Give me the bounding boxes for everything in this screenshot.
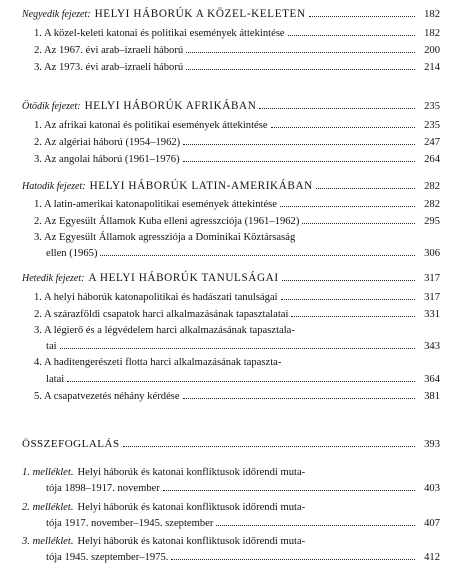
dot-leader [280, 197, 415, 207]
dot-leader [100, 246, 415, 256]
page-number: 407 [424, 518, 440, 529]
entry-text: tója 1898–1917. november [46, 483, 160, 494]
entry-text: 3. A légierő és a légvédelem harci alkalmazásának tapasztala- [34, 325, 295, 336]
annex-3-line-2 [22, 550, 440, 563]
toc-entry [22, 290, 440, 303]
entry-text: 3. Az Egyesült Államok agressziója a Dominikai Köztársaság [34, 232, 296, 243]
entry-text: tója 1917. november–1945. szeptember [46, 518, 214, 529]
toc-entry-line-1 [22, 356, 440, 369]
page-number: 214 [424, 62, 440, 73]
toc-entry-line-2 [22, 339, 440, 352]
dot-leader [271, 118, 415, 128]
dot-leader [316, 179, 415, 189]
dot-leader [183, 389, 415, 399]
chapter-6-heading [22, 179, 440, 192]
chapter-title: HELYI HÁBORÚK AFRIKÁBAN [84, 100, 257, 112]
chapter-title: A HELYI HÁBORÚK TANULSÁGAI [88, 272, 279, 284]
dot-leader [183, 152, 415, 162]
entry-text: ellen (1965) [46, 248, 98, 259]
page-number: 364 [424, 374, 440, 385]
chapter-label: Hetedik fejezet: [22, 273, 85, 284]
entry-text: 2. Az Egyesült Államok Kuba elleni agresszciója (1961–1962) [34, 216, 300, 227]
entry-text: Helyi háborúk és katonai konfliktusok időrendi muta- [77, 467, 306, 478]
page-number: 264 [424, 154, 440, 165]
annex-3-line-1 [22, 535, 440, 548]
chapter-label: Hatodik fejezet: [22, 181, 86, 192]
toc-entry [22, 197, 440, 210]
dot-leader [67, 372, 415, 382]
page-number: 317 [424, 292, 440, 303]
annex-2-line-1 [22, 501, 440, 514]
page-number: 306 [424, 248, 440, 259]
annex-1-line-2 [22, 481, 440, 494]
entry-text: Helyi háborúk és katonai konfliktusok időrendi muta- [77, 502, 306, 513]
toc-entry-line-2 [22, 372, 440, 385]
dot-leader [171, 550, 415, 560]
dot-leader [123, 437, 415, 447]
chapter-5-heading [22, 99, 440, 112]
entry-text: 2. Az 1967. évi arab–izraeli háború [34, 45, 184, 56]
chapter-title: HELYI HÁBORÚK A KÖZEL-KELETEN [94, 8, 306, 20]
entry-text: 1. A helyi háborúk katonapolitikai és hadászati tanulságai [34, 292, 278, 303]
entry-text: Helyi háborúk és katonai konfliktusok időrendi muta- [77, 536, 306, 547]
chapter-title: HELYI HÁBORÚK LATIN-AMERIKÁBAN [89, 180, 313, 192]
entry-text: 3. Az angolai háború (1961–1976) [34, 154, 180, 165]
entry-text: 1. Az afrikai katonai és politikai események áttekintése [34, 120, 268, 131]
page-number: 200 [424, 45, 440, 56]
entry-text: 2. Az algériai háború (1954–1962) [34, 137, 181, 148]
toc-entry [22, 118, 440, 131]
entry-text: 5. A csapatvezetés néhány kérdése [34, 391, 180, 402]
dot-leader [281, 290, 415, 300]
toc-entry-line-1 [22, 231, 440, 244]
entry-text: 2. A szárazföldi csapatok harci alkalmazásának tapasztalatai [34, 309, 289, 320]
dot-leader [259, 99, 415, 109]
dot-leader [309, 7, 415, 17]
page-number: 282 [424, 181, 440, 192]
annex-2-line-2 [22, 516, 440, 529]
chapter-7-heading [22, 271, 440, 284]
page-number: 412 [424, 552, 440, 563]
page-number: 182 [424, 9, 440, 20]
toc-entry [22, 214, 440, 227]
page-number: 295 [424, 216, 440, 227]
dot-leader [186, 60, 415, 70]
page-number: 182 [424, 28, 440, 39]
toc-entry [22, 26, 440, 39]
page-number: 235 [424, 101, 440, 112]
entry-text: 1. A közel-keleti katonai és politikai események áttekintése [34, 28, 285, 39]
dot-leader [302, 214, 415, 224]
dot-leader [183, 135, 415, 145]
entry-text: 4. A haditengerészeti flotta harci alkalmazásának tapaszta- [34, 357, 282, 368]
page-number: 235 [424, 120, 440, 131]
toc-entry [22, 389, 440, 402]
page-number: 343 [424, 341, 440, 352]
toc-entry-line-1 [22, 324, 440, 337]
dot-leader [288, 26, 415, 36]
chapter-label: Negyedik fejezet: [22, 9, 91, 20]
entry-text: 3. Az 1973. évi arab–izraeli háború [34, 62, 184, 73]
page-number: 403 [424, 483, 440, 494]
entry-text: latai [46, 374, 65, 385]
summary-heading [22, 437, 440, 450]
dot-leader [291, 307, 415, 317]
page-number: 282 [424, 199, 440, 210]
page-number: 381 [424, 391, 440, 402]
dot-leader [216, 516, 415, 526]
entry-text: tai [46, 341, 57, 352]
annex-label: 1. melléklet. [22, 467, 74, 478]
dot-leader [60, 339, 415, 349]
toc-entry [22, 60, 440, 73]
page-number: 247 [424, 137, 440, 148]
annex-label: 3. melléklet. [22, 536, 74, 547]
dot-leader [186, 43, 415, 53]
page-number: 317 [424, 273, 440, 284]
page-number: 331 [424, 309, 440, 320]
page-number: 393 [424, 439, 440, 450]
toc-entry-line-2 [22, 246, 440, 259]
annex-1-line-1 [22, 466, 440, 479]
toc-entry [22, 307, 440, 320]
toc-entry [22, 135, 440, 148]
toc-entry [22, 152, 440, 165]
entry-text: tója 1945. szeptember–1975. [46, 552, 169, 563]
annex-label: 2. melléklet. [22, 502, 74, 513]
entry-text: 1. A latin-amerikai katonapolitikai események áttekintése [34, 199, 277, 210]
chapter-label: Ötödik fejezet: [22, 101, 81, 112]
toc-entry [22, 43, 440, 56]
chapter-4-heading [22, 7, 440, 20]
dot-leader [282, 271, 415, 281]
dot-leader [163, 481, 415, 491]
summary-title: ÖSSZEFOGLALÁS [22, 438, 120, 450]
